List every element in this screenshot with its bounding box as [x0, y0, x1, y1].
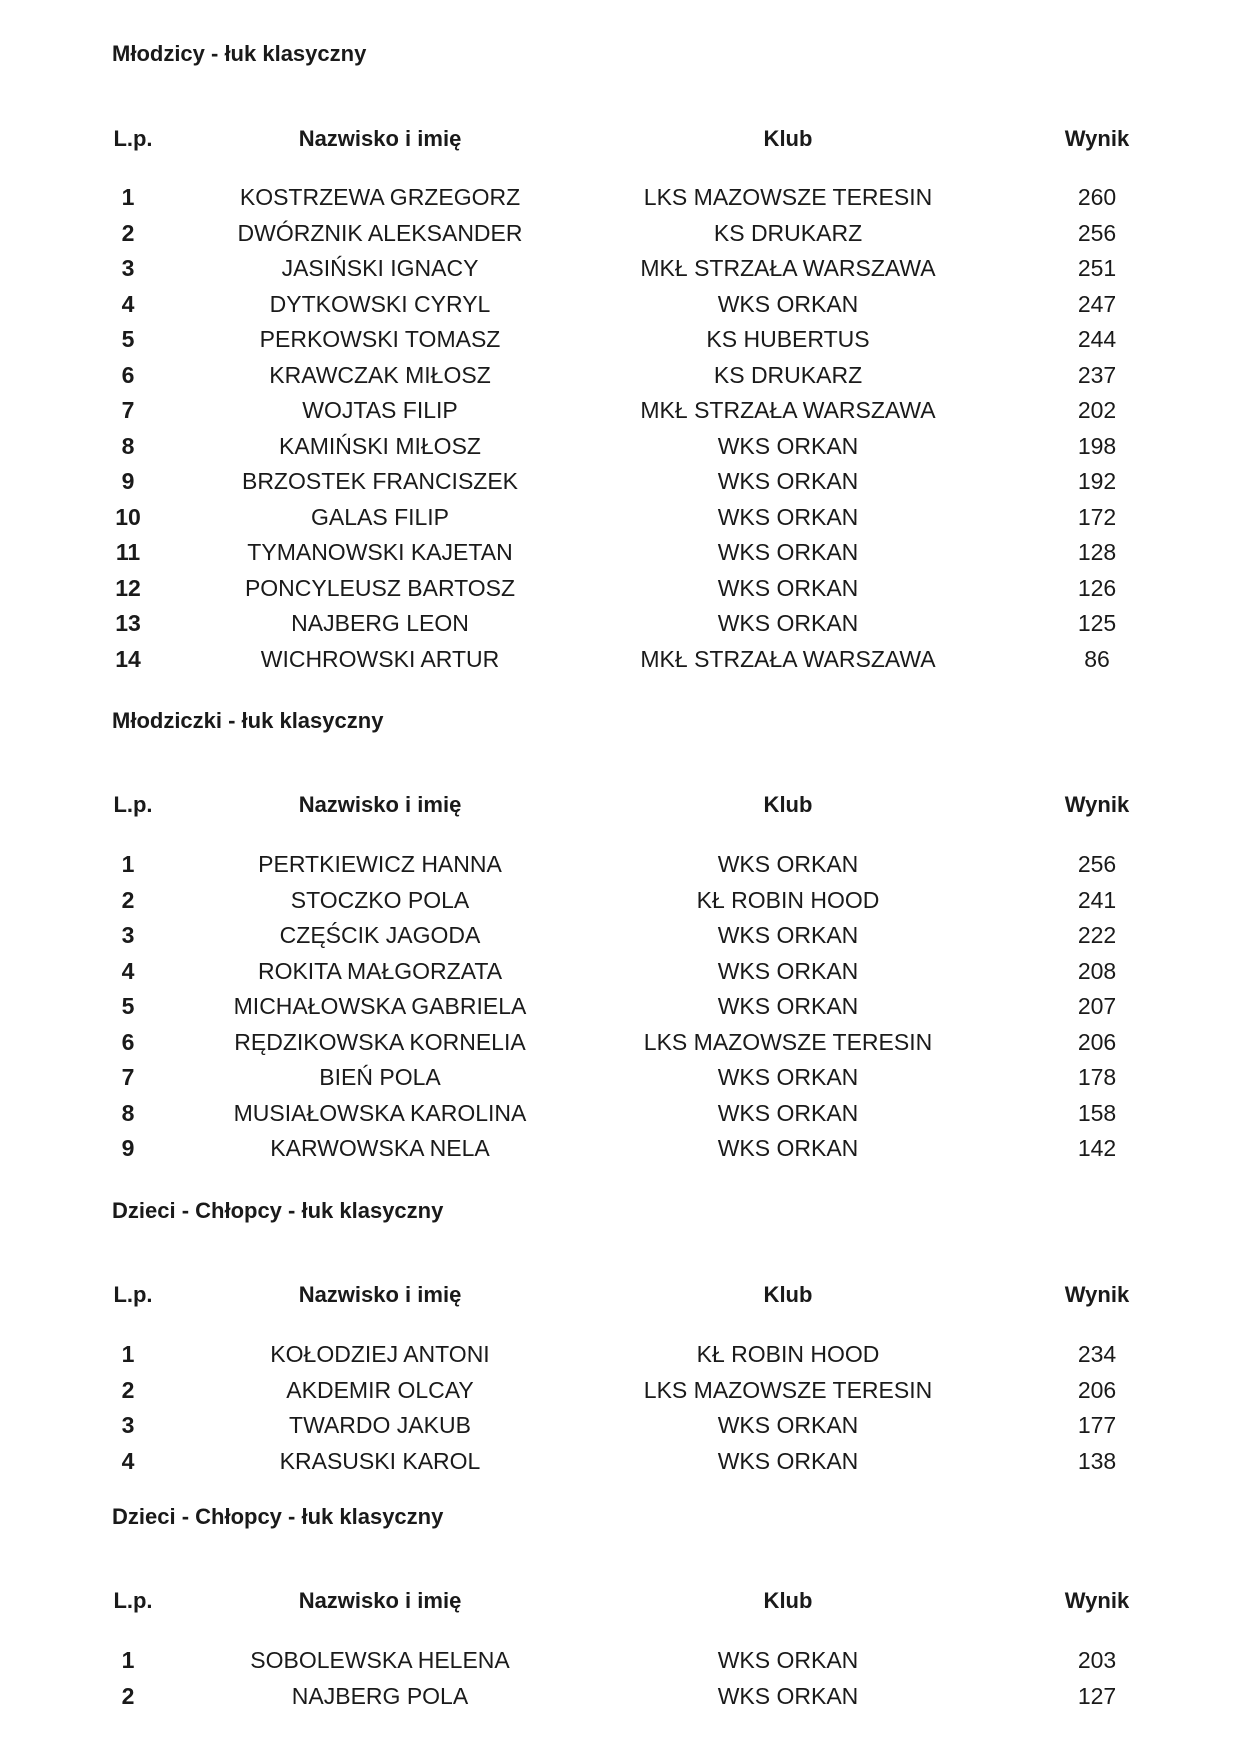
row-club: WKS ORKAN — [717, 1683, 859, 1709]
table-row — [0, 1643, 1240, 1677]
row-name: NAJBERG LEON — [291, 610, 469, 636]
table-row — [0, 429, 1240, 463]
header-lp: L.p. — [113, 126, 153, 151]
row-score: 192 — [1077, 468, 1117, 494]
header-name: Nazwisko i imię — [298, 1282, 462, 1307]
header-score: Wynik — [1064, 792, 1130, 817]
row-name: TYMANOWSKI KAJETAN — [247, 539, 513, 565]
section-title: Młodziczki - łuk klasyczny — [112, 708, 384, 733]
row-lp: 2 — [121, 1683, 135, 1709]
table-row — [0, 393, 1240, 427]
row-club: WKS ORKAN — [717, 1412, 859, 1438]
header-club: Klub — [763, 792, 813, 817]
row-lp: 1 — [121, 851, 135, 877]
row-club: WKS ORKAN — [717, 1100, 859, 1126]
row-club: MKŁ STRZAŁA WARSZAWA — [640, 397, 936, 423]
table-header — [0, 1278, 1240, 1312]
table-header — [0, 122, 1240, 156]
row-name: NAJBERG POLA — [291, 1683, 469, 1709]
row-lp: 2 — [121, 220, 135, 246]
header-club: Klub — [763, 1282, 813, 1307]
row-score: 251 — [1077, 255, 1117, 281]
table-row — [0, 989, 1240, 1023]
row-name: WOJTAS FILIP — [302, 397, 458, 423]
row-lp: 5 — [121, 326, 135, 352]
row-name: GALAS FILIP — [310, 504, 450, 530]
row-club: WKS ORKAN — [717, 1448, 859, 1474]
row-club: KŁ ROBIN HOOD — [696, 887, 880, 913]
row-name: SOBOLEWSKA HELENA — [250, 1647, 510, 1673]
row-score: 237 — [1077, 362, 1117, 388]
row-name: WICHROWSKI ARTUR — [260, 646, 500, 672]
row-club: LKS MAZOWSZE TERESIN — [643, 184, 933, 210]
row-score: 207 — [1077, 993, 1117, 1019]
table-row — [0, 642, 1240, 676]
row-club: WKS ORKAN — [717, 433, 859, 459]
row-name: RĘDZIKOWSKA KORNELIA — [234, 1029, 526, 1055]
row-score: 256 — [1077, 851, 1117, 877]
row-club: WKS ORKAN — [717, 610, 859, 636]
table-row — [0, 287, 1240, 321]
header-score: Wynik — [1064, 1588, 1130, 1613]
header-lp: L.p. — [113, 1588, 153, 1613]
row-lp: 14 — [115, 646, 141, 672]
row-club: WKS ORKAN — [717, 504, 859, 530]
row-lp: 7 — [121, 1064, 135, 1090]
row-score: 260 — [1077, 184, 1117, 210]
header-score: Wynik — [1064, 1282, 1130, 1307]
table-row — [0, 1096, 1240, 1130]
row-name: JASIŃSKI IGNACY — [281, 255, 479, 281]
row-score: 127 — [1077, 1683, 1117, 1709]
row-score: 172 — [1077, 504, 1117, 530]
row-score: 256 — [1077, 220, 1117, 246]
table-row — [0, 1373, 1240, 1407]
header-lp: L.p. — [113, 792, 153, 817]
row-name: STOCZKO POLA — [290, 887, 470, 913]
table-row — [0, 358, 1240, 392]
row-lp: 4 — [121, 1448, 135, 1474]
row-lp: 4 — [121, 958, 135, 984]
row-club: WKS ORKAN — [717, 575, 859, 601]
section-title: Dzieci - Chłopcy - łuk klasyczny — [112, 1198, 444, 1223]
row-lp: 2 — [121, 1377, 135, 1403]
row-lp: 8 — [121, 433, 135, 459]
row-name: DWÓRZNIK ALEKSANDER — [237, 220, 523, 246]
row-lp: 1 — [121, 1647, 135, 1673]
row-score: 178 — [1077, 1064, 1117, 1090]
row-score: 125 — [1077, 610, 1117, 636]
table-row — [0, 180, 1240, 214]
table-row — [0, 1337, 1240, 1371]
row-score: 222 — [1077, 922, 1117, 948]
header-club: Klub — [763, 126, 813, 151]
row-lp: 6 — [121, 362, 135, 388]
row-name: KOŁODZIEJ ANTONI — [270, 1341, 490, 1367]
row-score: 86 — [1084, 646, 1110, 672]
row-club: WKS ORKAN — [717, 291, 859, 317]
table-row — [0, 535, 1240, 569]
row-club: WKS ORKAN — [717, 851, 859, 877]
row-lp: 12 — [115, 575, 141, 601]
row-name: KAMIŃSKI MIŁOSZ — [279, 433, 481, 459]
row-name: KRASUSKI KAROL — [279, 1448, 481, 1474]
header-club: Klub — [763, 1588, 813, 1613]
row-club: KS DRUKARZ — [713, 362, 863, 388]
row-club: LKS MAZOWSZE TERESIN — [643, 1029, 933, 1055]
row-club: KŁ ROBIN HOOD — [696, 1341, 880, 1367]
row-name: PERTKIEWICZ HANNA — [258, 851, 502, 877]
row-lp: 11 — [115, 539, 141, 565]
row-name: AKDEMIR OLCAY — [286, 1377, 474, 1403]
row-lp: 3 — [121, 255, 135, 281]
table-row — [0, 954, 1240, 988]
table-header — [0, 1584, 1240, 1618]
row-name: TWARDO JAKUB — [289, 1412, 471, 1438]
table-row — [0, 322, 1240, 356]
row-lp: 8 — [121, 1100, 135, 1126]
row-club: LKS MAZOWSZE TERESIN — [643, 1377, 933, 1403]
row-lp: 6 — [121, 1029, 135, 1055]
header-name: Nazwisko i imię — [298, 126, 462, 151]
row-club: WKS ORKAN — [717, 922, 859, 948]
row-score: 126 — [1077, 575, 1117, 601]
table-row — [0, 251, 1240, 285]
row-name: MICHAŁOWSKA GABRIELA — [233, 993, 527, 1019]
table-row — [0, 464, 1240, 498]
row-lp: 9 — [121, 468, 135, 494]
row-lp: 7 — [121, 397, 135, 423]
row-lp: 10 — [115, 504, 141, 530]
row-name: BIEŃ POLA — [319, 1064, 441, 1090]
row-lp: 2 — [121, 887, 135, 913]
row-lp: 4 — [121, 291, 135, 317]
table-header — [0, 788, 1240, 822]
row-club: WKS ORKAN — [717, 1064, 859, 1090]
table-row — [0, 500, 1240, 534]
row-lp: 13 — [115, 610, 141, 636]
section-title: Dzieci - Chłopcy - łuk klasyczny — [112, 1504, 444, 1529]
header-score: Wynik — [1064, 126, 1130, 151]
row-club: WKS ORKAN — [717, 993, 859, 1019]
row-club: WKS ORKAN — [717, 1647, 859, 1673]
row-lp: 3 — [121, 1412, 135, 1438]
table-row — [0, 216, 1240, 250]
table-row — [0, 883, 1240, 917]
row-score: 203 — [1077, 1647, 1117, 1673]
row-score: 241 — [1077, 887, 1117, 913]
header-name: Nazwisko i imię — [298, 1588, 462, 1613]
row-name: ROKITA MAŁGORZATA — [257, 958, 503, 984]
header-lp: L.p. — [113, 1282, 153, 1307]
table-row — [0, 1444, 1240, 1478]
table-row — [0, 1131, 1240, 1165]
row-club: WKS ORKAN — [717, 958, 859, 984]
table-row — [0, 918, 1240, 952]
row-score: 158 — [1077, 1100, 1117, 1126]
header-name: Nazwisko i imię — [298, 792, 462, 817]
row-score: 247 — [1077, 291, 1117, 317]
row-name: PERKOWSKI TOMASZ — [259, 326, 501, 352]
row-lp: 3 — [121, 922, 135, 948]
row-club: WKS ORKAN — [717, 1135, 859, 1161]
row-lp: 9 — [121, 1135, 135, 1161]
row-club: KS HUBERTUS — [706, 326, 870, 352]
table-row — [0, 1679, 1240, 1713]
row-lp: 1 — [121, 1341, 135, 1367]
row-score: 208 — [1077, 958, 1117, 984]
row-name: CZĘŚCIK JAGODA — [279, 922, 481, 948]
row-score: 128 — [1077, 539, 1117, 565]
row-score: 206 — [1077, 1377, 1117, 1403]
row-score: 202 — [1077, 397, 1117, 423]
row-lp: 1 — [121, 184, 135, 210]
row-club: WKS ORKAN — [717, 468, 859, 494]
table-row — [0, 571, 1240, 605]
table-row — [0, 847, 1240, 881]
row-club: WKS ORKAN — [717, 539, 859, 565]
row-name: MUSIAŁOWSKA KAROLINA — [233, 1100, 527, 1126]
row-name: DYTKOWSKI CYRYL — [269, 291, 491, 317]
table-row — [0, 1408, 1240, 1442]
row-score: 244 — [1077, 326, 1117, 352]
table-row — [0, 1025, 1240, 1059]
row-name: KOSTRZEWA GRZEGORZ — [239, 184, 521, 210]
table-row — [0, 1060, 1240, 1094]
row-club: MKŁ STRZAŁA WARSZAWA — [640, 255, 936, 281]
table-row — [0, 606, 1240, 640]
row-name: KARWOWSKA NELA — [270, 1135, 490, 1161]
row-score: 206 — [1077, 1029, 1117, 1055]
row-name: PONCYLEUSZ BARTOSZ — [244, 575, 516, 601]
row-score: 138 — [1077, 1448, 1117, 1474]
row-score: 142 — [1077, 1135, 1117, 1161]
row-name: KRAWCZAK MIŁOSZ — [269, 362, 491, 388]
row-score: 198 — [1077, 433, 1117, 459]
row-club: MKŁ STRZAŁA WARSZAWA — [640, 646, 936, 672]
row-club: KS DRUKARZ — [713, 220, 863, 246]
section-title: Młodzicy - łuk klasyczny — [112, 41, 367, 66]
row-score: 234 — [1077, 1341, 1117, 1367]
row-name: BRZOSTEK FRANCISZEK — [241, 468, 519, 494]
row-lp: 5 — [121, 993, 135, 1019]
row-score: 177 — [1077, 1412, 1117, 1438]
